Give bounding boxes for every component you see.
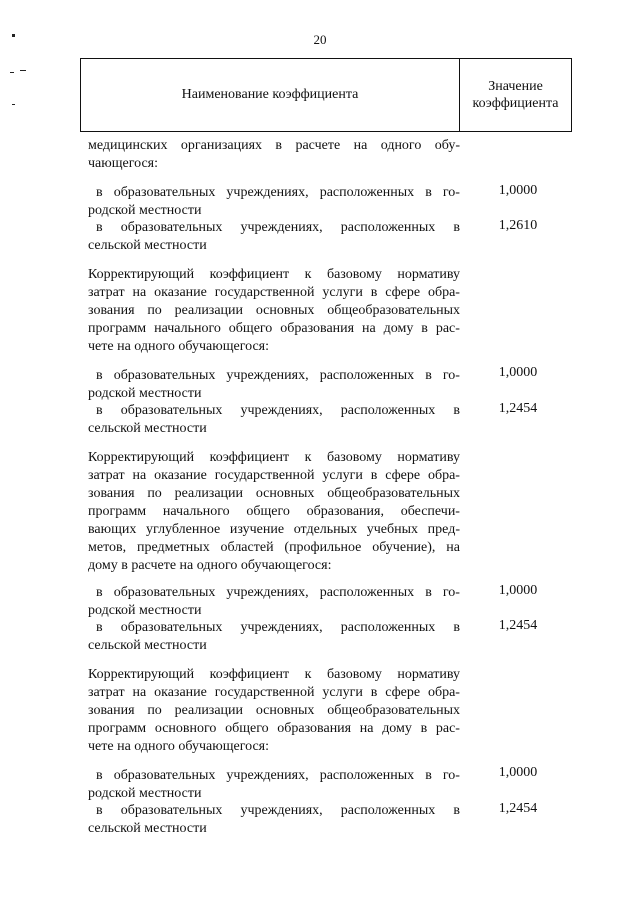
word: образовательных bbox=[113, 585, 216, 600]
word: Корректирующий bbox=[88, 267, 195, 282]
word: затрат bbox=[88, 468, 125, 483]
word: в bbox=[96, 220, 103, 235]
word: областей bbox=[220, 540, 274, 555]
word: общеобразовательных bbox=[327, 303, 460, 318]
word: Корректирующий bbox=[88, 450, 195, 465]
text-line bbox=[88, 666, 460, 683]
word: в bbox=[420, 721, 428, 736]
word: в bbox=[425, 585, 432, 600]
word: государственной bbox=[214, 285, 315, 300]
word: общего bbox=[225, 721, 269, 736]
column-header-value-line: коэффициента bbox=[472, 96, 559, 111]
word: образовательных bbox=[113, 185, 216, 200]
word: нормативу bbox=[397, 450, 460, 465]
word: учреждениях, bbox=[240, 620, 323, 635]
word: программ bbox=[88, 721, 147, 736]
word: в bbox=[453, 803, 460, 818]
word: коэффициент bbox=[209, 267, 290, 282]
word: в bbox=[425, 768, 432, 783]
word: в bbox=[453, 620, 460, 635]
word: организациях bbox=[180, 138, 263, 153]
coefficient-value: 1,2454 bbox=[498, 618, 538, 633]
word: обеспечи- bbox=[400, 504, 460, 519]
word: по bbox=[147, 486, 162, 501]
word: основного bbox=[154, 721, 217, 736]
text-line: чающегося: bbox=[88, 156, 158, 171]
word: в bbox=[96, 368, 103, 383]
word: в bbox=[370, 468, 378, 483]
word: го- bbox=[442, 185, 460, 200]
word: образовательных bbox=[120, 620, 223, 635]
word: расположенных bbox=[340, 220, 436, 235]
word: расчете bbox=[295, 138, 341, 153]
word: основных bbox=[255, 703, 315, 718]
word: расположенных bbox=[340, 403, 436, 418]
word: в bbox=[275, 138, 283, 153]
word: (профильное bbox=[284, 540, 362, 555]
text-line: чете на одного обучающегося: bbox=[88, 339, 269, 354]
text-line bbox=[88, 137, 460, 154]
word: учреждениях, bbox=[226, 585, 309, 600]
word: сфере bbox=[385, 285, 421, 300]
word: базовому bbox=[326, 267, 382, 282]
text-line bbox=[88, 521, 460, 538]
coefficient-value: 1,0000 bbox=[498, 765, 538, 780]
word: пред- bbox=[427, 522, 460, 537]
word: расположенных bbox=[319, 185, 415, 200]
word: расположенных bbox=[340, 803, 436, 818]
word: к bbox=[304, 267, 312, 282]
word: образования bbox=[280, 321, 355, 336]
text-line bbox=[96, 619, 460, 636]
text-line bbox=[88, 684, 460, 701]
text-line: сельской местности bbox=[88, 421, 207, 436]
word: в bbox=[96, 768, 103, 783]
word: углубленное bbox=[146, 522, 221, 537]
text-line bbox=[88, 702, 460, 719]
text-line bbox=[96, 584, 460, 601]
word: в bbox=[425, 368, 432, 383]
word: вающих bbox=[88, 522, 137, 537]
word: рас- bbox=[435, 321, 460, 336]
column-header-name: Наименование коэффициента bbox=[181, 87, 359, 102]
word: в bbox=[425, 185, 432, 200]
word: затрат bbox=[88, 685, 125, 700]
word: расположенных bbox=[319, 768, 415, 783]
word: оказание bbox=[154, 685, 207, 700]
word: услуги bbox=[322, 468, 363, 483]
word: образования bbox=[277, 721, 352, 736]
word: образовательных bbox=[120, 803, 223, 818]
word: оказание bbox=[154, 285, 207, 300]
word: в bbox=[370, 285, 378, 300]
word: го- bbox=[442, 768, 460, 783]
word: оказание bbox=[154, 468, 207, 483]
word: на bbox=[446, 540, 460, 555]
text-line bbox=[96, 184, 460, 201]
word: начального bbox=[162, 504, 230, 519]
text-line: родской местности bbox=[88, 386, 202, 401]
word: сфере bbox=[385, 468, 421, 483]
word: учреждениях, bbox=[240, 220, 323, 235]
word: обра- bbox=[427, 285, 460, 300]
word: базовому bbox=[326, 667, 382, 682]
word: учреждениях, bbox=[226, 368, 309, 383]
text-line bbox=[96, 767, 460, 784]
word: на bbox=[353, 138, 368, 153]
text-line bbox=[88, 266, 460, 283]
text-line bbox=[88, 539, 460, 556]
text-line: родской местности bbox=[88, 603, 202, 618]
word: учреждениях, bbox=[240, 803, 323, 818]
word: на bbox=[132, 285, 147, 300]
word: учреждениях, bbox=[226, 768, 309, 783]
word: на bbox=[359, 721, 374, 736]
word: основных bbox=[255, 303, 315, 318]
word: метов, bbox=[88, 540, 127, 555]
text-line: родской местности bbox=[88, 203, 202, 218]
word: го- bbox=[442, 368, 460, 383]
text-line: дому в расчете на одного обучающегося: bbox=[88, 558, 332, 573]
word: обучение), bbox=[372, 540, 436, 555]
word: отдельных bbox=[293, 522, 358, 537]
word: зования bbox=[88, 703, 135, 718]
word: услуги bbox=[322, 285, 363, 300]
text-line bbox=[88, 467, 460, 484]
word: образовательных bbox=[113, 768, 216, 783]
text-line bbox=[88, 449, 460, 466]
word: учебных bbox=[366, 522, 419, 537]
text-line: родской местности bbox=[88, 786, 202, 801]
text-line bbox=[96, 219, 460, 236]
coefficient-value: 1,2454 bbox=[498, 401, 538, 416]
word: общего bbox=[246, 504, 290, 519]
word: расположенных bbox=[319, 368, 415, 383]
coefficient-value: 1,0000 bbox=[498, 365, 538, 380]
word: дому bbox=[382, 721, 412, 736]
word: общеобразовательных bbox=[327, 703, 460, 718]
text-line bbox=[96, 802, 460, 819]
text-line: чете на одного обучающегося: bbox=[88, 739, 269, 754]
text-line bbox=[96, 402, 460, 419]
coefficient-value: 1,2454 bbox=[498, 801, 538, 816]
word: Корректирующий bbox=[88, 667, 195, 682]
page-number: 20 bbox=[313, 32, 327, 47]
column-header-value-line: Значение bbox=[488, 79, 543, 94]
word: государственной bbox=[214, 685, 315, 700]
word: к bbox=[304, 450, 312, 465]
word: в bbox=[370, 685, 378, 700]
word: базовому bbox=[326, 450, 382, 465]
word: сфере bbox=[385, 685, 421, 700]
word: реализации bbox=[174, 703, 244, 718]
word: в bbox=[96, 620, 103, 635]
word: изучение bbox=[229, 522, 285, 537]
coefficient-value: 1,0000 bbox=[498, 183, 538, 198]
word: зования bbox=[88, 303, 135, 318]
text-line bbox=[88, 720, 460, 737]
word: образования, bbox=[306, 504, 384, 519]
word: расположенных bbox=[340, 620, 436, 635]
word: затрат bbox=[88, 285, 125, 300]
word: в bbox=[453, 220, 460, 235]
word: в bbox=[96, 803, 103, 818]
word: учреждениях, bbox=[226, 185, 309, 200]
word: дому bbox=[383, 321, 414, 336]
word: образовательных bbox=[120, 220, 223, 235]
text-line: сельской местности bbox=[88, 238, 207, 253]
text-line bbox=[88, 284, 460, 301]
word: в bbox=[421, 321, 428, 336]
word: программ bbox=[88, 504, 147, 519]
text-line bbox=[88, 320, 460, 337]
word: по bbox=[147, 303, 162, 318]
word: начального bbox=[154, 321, 221, 336]
text-line bbox=[88, 485, 460, 502]
word: к bbox=[304, 667, 312, 682]
word: рас- bbox=[435, 721, 460, 736]
word: в bbox=[96, 403, 103, 418]
word: предметных bbox=[136, 540, 210, 555]
word: реализации bbox=[174, 486, 244, 501]
text-line: сельской местности bbox=[88, 638, 207, 653]
text-line bbox=[96, 367, 460, 384]
word: коэффициент bbox=[209, 667, 290, 682]
word: коэффициент bbox=[209, 450, 290, 465]
word: образовательных bbox=[120, 403, 223, 418]
word: одного bbox=[380, 138, 422, 153]
word: зования bbox=[88, 486, 135, 501]
word: нормативу bbox=[397, 267, 460, 282]
word: медицинских bbox=[88, 138, 168, 153]
word: образовательных bbox=[113, 368, 216, 383]
word: в bbox=[96, 185, 103, 200]
word: на bbox=[132, 685, 147, 700]
word: на bbox=[132, 468, 147, 483]
text-line: сельской местности bbox=[88, 821, 207, 836]
coefficient-value: 1,0000 bbox=[498, 583, 538, 598]
word: обра- bbox=[427, 468, 460, 483]
word: общеобразовательных bbox=[327, 486, 460, 501]
text-line bbox=[88, 503, 460, 520]
word: обу- bbox=[434, 138, 460, 153]
word: основных bbox=[255, 486, 315, 501]
word: го- bbox=[442, 585, 460, 600]
word: обра- bbox=[427, 685, 460, 700]
text-line bbox=[88, 302, 460, 319]
word: учреждениях, bbox=[240, 403, 323, 418]
coefficient-value: 1,2610 bbox=[498, 218, 538, 233]
word: в bbox=[96, 585, 103, 600]
word: государственной bbox=[214, 468, 315, 483]
word: на bbox=[362, 321, 376, 336]
word: расположенных bbox=[319, 585, 415, 600]
word: программ bbox=[88, 321, 147, 336]
word: реализации bbox=[174, 303, 244, 318]
word: в bbox=[453, 403, 460, 418]
word: по bbox=[147, 703, 162, 718]
word: услуги bbox=[322, 685, 363, 700]
word: нормативу bbox=[397, 667, 460, 682]
word: общего bbox=[228, 321, 273, 336]
